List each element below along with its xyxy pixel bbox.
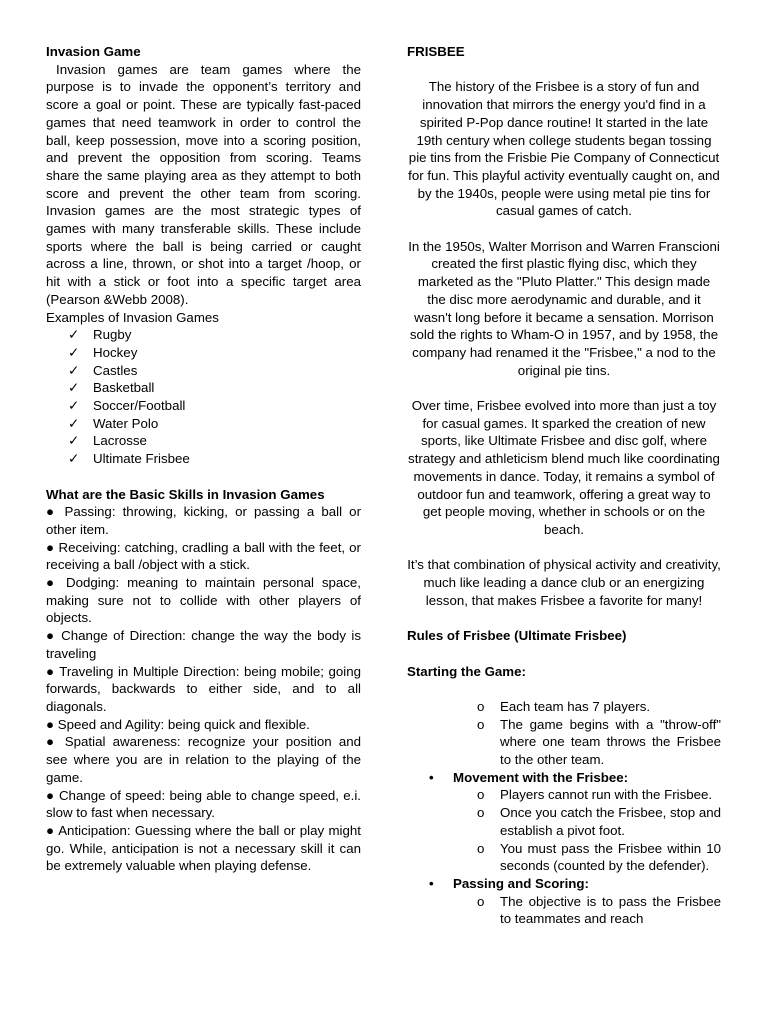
starting-heading: Starting the Game: — [407, 663, 526, 679]
checkmark-icon: ✓ — [68, 398, 80, 414]
rule-text: The objective is to pass the Frisbee to teammates and reach — [500, 893, 721, 927]
example-label: Soccer/Football — [93, 398, 186, 414]
rule-item — [407, 893, 721, 928]
movement-heading: Movement with the Frisbee: — [453, 769, 629, 785]
rule-item — [407, 840, 721, 875]
rule-text: Each team has 7 players. — [500, 698, 651, 714]
circle-bullet-icon: o — [477, 840, 485, 856]
passing-heading: Passing and Scoring: — [453, 875, 589, 891]
invasion-game-heading: Invasion Game — [46, 44, 141, 59]
skill-item: ● Spatial awareness: recognize your position and see where you are in relation to the playing of the game. — [46, 734, 361, 785]
example-item — [46, 450, 361, 468]
passing-list — [407, 893, 721, 928]
checkmark-icon: ✓ — [68, 344, 80, 360]
skill-item: ● Passing: throwing, kicking, or passing a ball or other item. — [46, 504, 361, 537]
movement-list — [407, 786, 721, 875]
bullet-icon: • — [429, 875, 434, 891]
example-label: Lacrosse — [93, 433, 147, 449]
frisbee-paragraphs — [407, 78, 721, 627]
bullet-icon: • — [429, 769, 434, 785]
example-item — [46, 362, 361, 380]
rule-item — [407, 786, 721, 804]
example-item — [46, 379, 361, 397]
example-label: Water Polo — [93, 415, 159, 431]
frisbee-paragraph: It’s that combination of physical activity and creativity, much like leading a dance club or an energizing lesson, that makes Frisbee a favorite for many! — [407, 557, 721, 608]
rule-item — [407, 716, 721, 769]
skill-item: ● Anticipation: Guessing where the ball or play might go. While, anticipation is not a necessary skill it can be extremely valuable when playing defense. — [46, 822, 361, 874]
skill-item: ● Receiving: catching, cradling a ball with the feet, or receiving a ball /object with a stick. — [46, 539, 361, 573]
frisbee-paragraph: The history of the Frisbee is a story of fun and innovation that mirrors the energy you'd find in a spirited P-Pop dance routine! It started in the late 19th century when college students began tossing pie tins from the Frisbie Pie Company of Connecticut for fun. This playful activity eventually caught on, and by the 1940s, people were using metal pie tins for casual games of catch. — [408, 79, 720, 219]
frisbee-paragraph: Over time, Frisbee evolved into more than just a toy for casual games. It sparked the creation of new sports, like Ultimate Frisbee and disc golf, where strategy and athleticism blend much like coordinating movements in dance. Today, it remains a symbol of outdoor fun and teamwork, offering a great way to get people moving, whether in schools or on the beach. — [408, 398, 720, 537]
movement-heading-item — [407, 769, 721, 787]
example-item — [46, 344, 361, 362]
example-label: Ultimate Frisbee — [93, 451, 190, 467]
example-label: Rugby — [93, 327, 132, 343]
frisbee-heading: FRISBEE — [407, 44, 465, 59]
skill-item: ● Dodging: meaning to maintain personal space, making sure not to collide with other players of objects. — [46, 575, 361, 626]
passing-heading-item — [407, 875, 721, 893]
skills-heading: What are the Basic Skills in Invasion Games — [46, 486, 325, 502]
example-item — [46, 397, 361, 415]
circle-bullet-icon: o — [477, 787, 485, 803]
rule-item — [407, 698, 721, 716]
right-column — [407, 43, 721, 928]
checkmark-icon: ✓ — [68, 327, 80, 343]
example-item — [46, 415, 361, 433]
rule-item — [407, 804, 721, 839]
rule-text: Players cannot run with the Frisbee. — [500, 787, 713, 803]
example-label: Castles — [93, 362, 138, 378]
example-label: Hockey — [93, 344, 138, 360]
rule-text: You must pass the Frisbee within 10 seconds (counted by the defender). — [500, 840, 721, 874]
skill-item: ● Traveling in Multiple Direction: being mobile; going forwards, backwards to either side, and to all diagonals. — [46, 663, 361, 714]
example-item — [46, 432, 361, 450]
skill-item: ● Speed and Agility: being quick and flexible. — [46, 716, 310, 732]
rules-heading: Rules of Frisbee (Ultimate Frisbee) — [407, 628, 627, 644]
circle-bullet-icon: o — [477, 698, 485, 714]
checkmark-icon: ✓ — [68, 362, 80, 378]
circle-bullet-icon: o — [477, 805, 485, 821]
example-item — [46, 326, 361, 344]
checkmark-icon: ✓ — [68, 451, 80, 467]
invasion-game-intro: Invasion games are team games where the purpose is to invade the opponent’s territory and score a goal or point. These are typically fast-paced games that need teamwork in order to control the ball, keep possession, move into a scoring position, and prevent the opposition from scoring. Teams share the same playing area as they attempt to both score and prevent the other team from scoring. Invasion games are the most strategic types of games with many transferable skills. These include sports where the ball is being carried or caught across a line, thrown, or shot into a target /hoop, or hit with a stick or foot into a specific target area (Pearson &Webb 2008). — [46, 61, 361, 307]
skills-list — [46, 503, 361, 875]
rule-text: The game begins with a "throw-off" where one team throws the Frisbee to the other team. — [500, 716, 721, 768]
rule-text: Once you catch the Frisbee, stop and establish a pivot foot. — [500, 805, 722, 838]
example-label: Basketball — [93, 380, 155, 396]
circle-bullet-icon: o — [477, 893, 485, 909]
left-column — [46, 43, 361, 875]
skill-item: ● Change of Direction: change the way the body is traveling — [46, 628, 361, 661]
starting-list — [407, 698, 721, 769]
checkmark-icon: ✓ — [68, 380, 80, 396]
circle-bullet-icon: o — [477, 716, 485, 732]
examples-label: Examples of Invasion Games — [46, 309, 219, 325]
checkmark-icon: ✓ — [68, 415, 80, 431]
skill-item: ● Change of speed: being able to change speed, e.i. slow to fast when necessary. — [46, 787, 361, 821]
checkmark-icon: ✓ — [68, 433, 80, 449]
frisbee-paragraph: In the 1950s, Walter Morrison and Warren Franscioni created the first plastic flying disc, which they marketed as the "Pluto Platter." This design made the disc more aerodynamic and durable, and it wasn't long before it became a sensation. Morrison sold the rights to Wham-O in 1957, and by 1958, the company had renamed it the "Frisbee," a nod to the original pie tins. — [408, 238, 720, 378]
examples-list — [46, 326, 361, 468]
